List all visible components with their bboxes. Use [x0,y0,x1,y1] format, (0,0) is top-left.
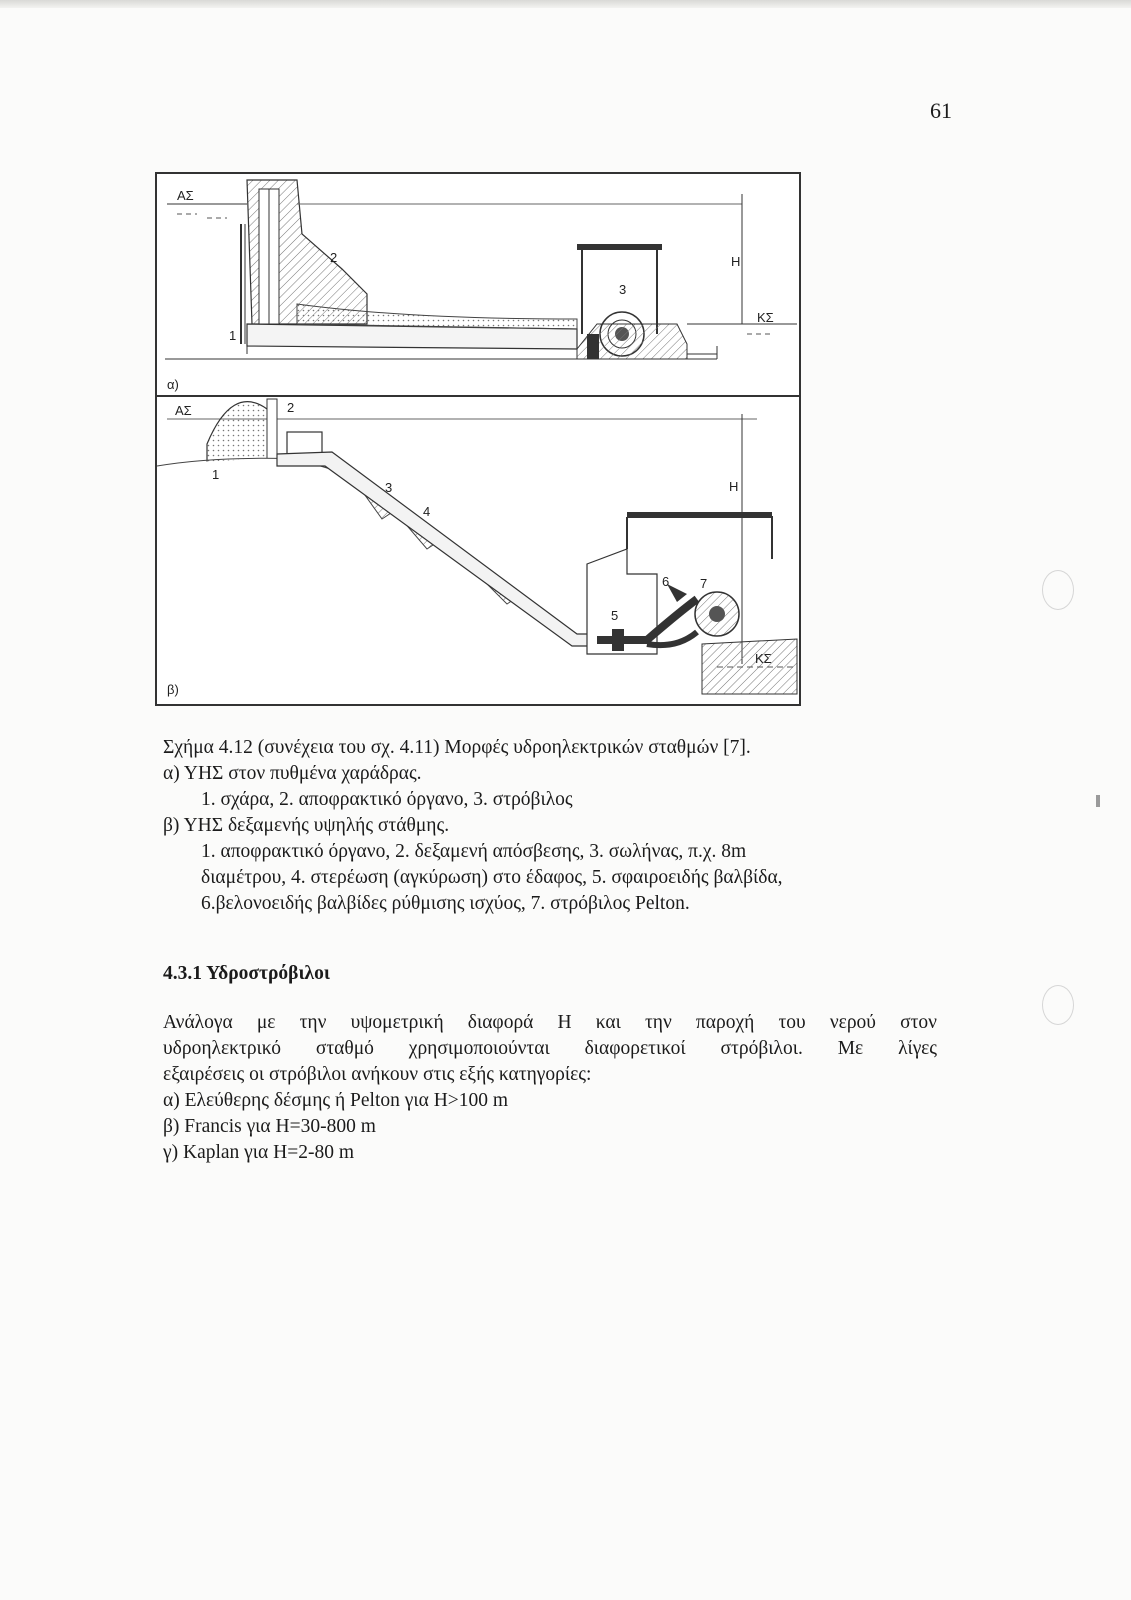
caption-title: Σχήμα 4.12 (συνέχεια του σχ. 4.11) Μορφές υδροηλεκτρικών σταθμών [7]. [163,737,751,758]
scan-punch-mark [1042,570,1074,610]
page-number: 61 [930,98,952,123]
panel-a-head: H [731,254,741,269]
caption-b-items-line1: 1. αποφρακτικό όργανο, 2. δεξαμενή απόσβεσης, 3. σωλήνας, π.χ. 8m [201,841,747,862]
panel-b-label-6: 6 [662,574,670,589]
panel-a-drawing [165,180,797,359]
figure-caption [163,735,923,917]
turbine-item-a: α) Ελεύθερης δέσμης ή Pelton για H>100 m [163,1090,509,1111]
turbine-item-b: β) Francis για H=30-800 m [163,1116,376,1137]
panel-b-drawing [157,399,797,694]
caption-a-items: 1. σχάρα, 2. αποφρακτικό όργανο, 3. στρόβιλος [201,789,573,810]
panel-b-lower-level: ΚΣ [755,651,772,666]
panel-a-label-2: 2 [330,250,338,265]
panel-b-label-1: 1 [212,467,220,482]
body-line-1: Ανάλογα με την υψομετρική διαφορά Η και την παροχή του νερού στον [163,1012,937,1033]
scan-punch-mark [1042,985,1074,1025]
scan-artifact [1096,795,1100,807]
scan-edge [0,0,1131,8]
panel-b-label-4: 4 [423,504,431,519]
turbine-item-c: γ) Kaplan για H=2-80 m [163,1142,354,1163]
panel-b-label-5: 5 [611,608,619,623]
hydro-plant-figure [155,172,801,706]
body-line-2: υδροηλεκτρικό σταθμό χρησιμοποιούνται διαφορετικοί στρόβιλοι. Με λίγες [163,1038,937,1059]
section-heading: 4.3.1 Υδροστρόβιλοι [163,963,330,984]
panel-a-upper-level: ΑΣ [177,188,194,203]
panel-a-label-3: 3 [619,282,627,297]
panel-b-label-3: 3 [385,480,393,495]
panel-a-lower-level: ΚΣ [757,310,774,325]
panel-b-label-7: 7 [700,576,708,591]
caption-b-items-line2: διαμέτρου, 4. στερέωση (αγκύρωση) στο έδαφος, 5. σφαιροειδής βαλβίδα, [201,867,783,888]
panel-b-head: H [729,479,739,494]
figure-drawing [157,174,799,704]
panel-b-tag: β) [167,682,179,697]
panel-b-upper-level: ΑΣ [175,403,192,418]
caption-b-items-line3: 6.βελονοειδής βαλβίδες ρύθμισης ισχύος, 7. στρόβιλος Pelton. [201,893,690,914]
panel-a-label-1: 1 [229,328,237,343]
body-line-3: εξαιρέσεις οι στρόβιλοι ανήκουν στις εξής κατηγορίες: [163,1064,592,1085]
caption-a-heading: α) ΥΗΣ στον πυθμένα χαράδρας. [163,763,422,784]
caption-b-heading: β) ΥΗΣ δεξαμενής υψηλής στάθμης. [163,815,450,836]
panel-a-tag: α) [167,377,179,392]
panel-b-label-2: 2 [287,400,295,415]
body-paragraph [163,1010,937,1166]
